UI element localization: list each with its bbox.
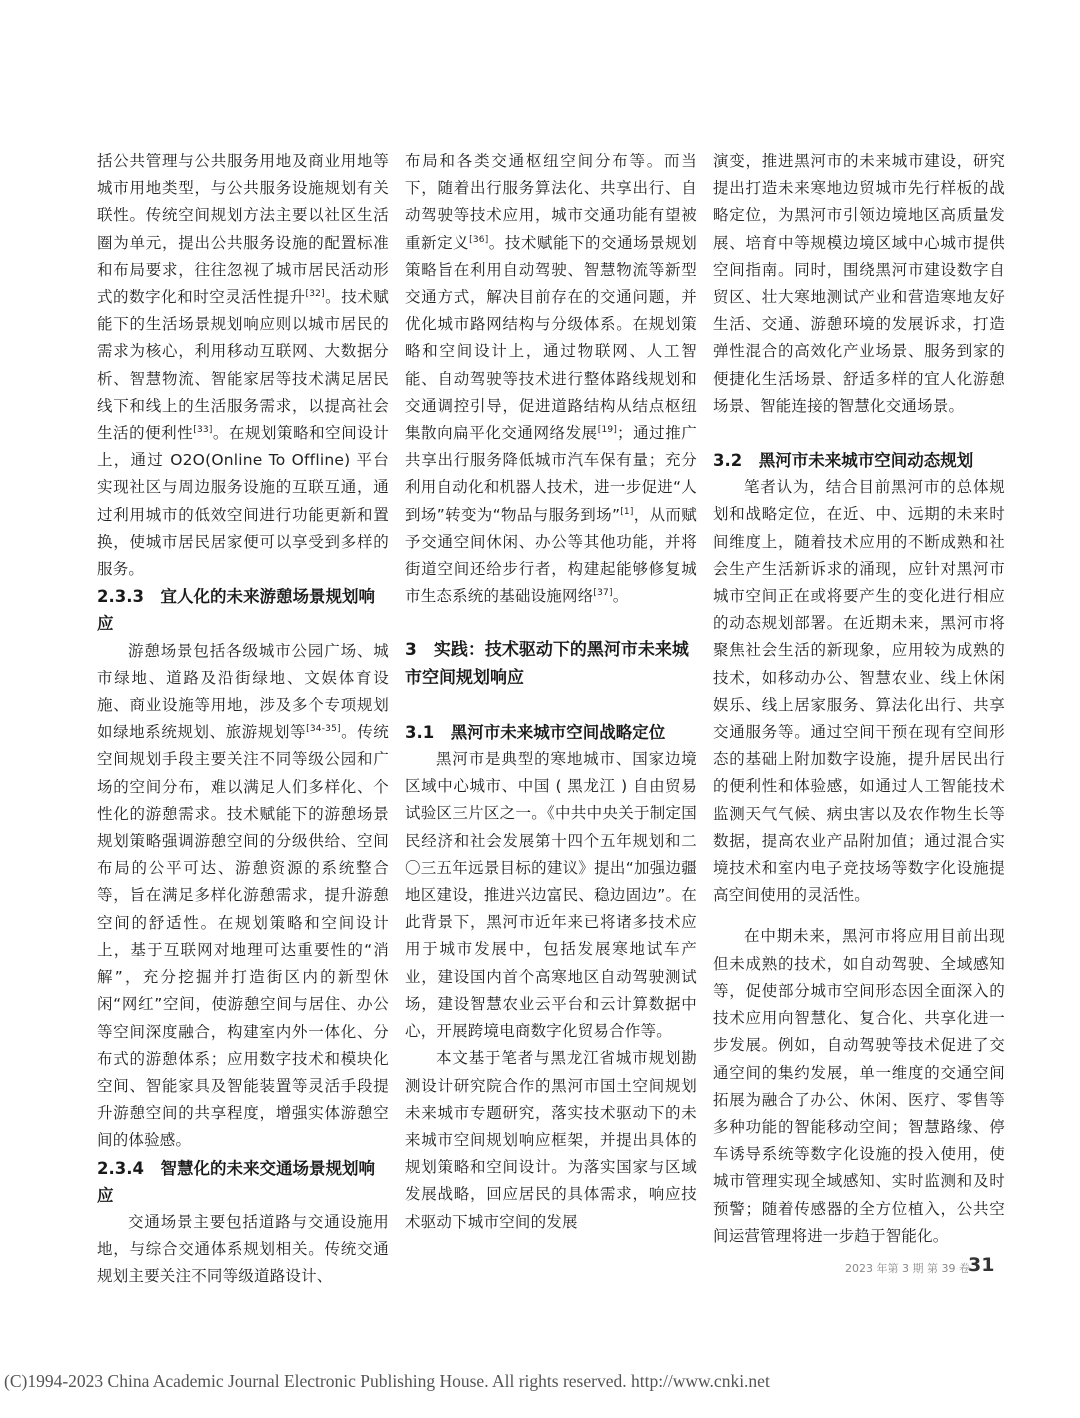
column-2 [405,148,697,1236]
spacer [713,909,1005,923]
section-heading-3: 3 实践：技术驱动下的黑河市未来城市空间规划响应 [405,640,689,688]
paragraph: 笔者认为，结合目前黑河市的总体规划和战略定位，在近、中、远期的未来时间维度上，随着技术应用的不断成熟和社会生产生活新诉求的涌现，应针对黑河市城市空间正在或将要产生的变化进行相应的动态规划部署。在近期未来，黑河市将聚焦社会生活的新现象，应用较为成熟的技术，如移动办公、智慧农业、线上休闲娱乐、线上居家服务、算法化出行、共享交通服务等。通过空间干预在现有空间形态的基础上附加数字设施，提升居民出行的便利性和体验感，如通过人工智能技术监测天气气候、病虫害以及农作物生长等数据，提高农业产品附加值；通过混合实境技术和室内电子竞技场等数字化设施提高空间使用的灵活性。 [713,478,1005,905]
paragraph: 游憩场景包括各级城市公园广场、城市绿地、道路及沿街绿地、文娱体育设施、商业设施等用地，涉及多个专项规划如绿地系统规划、旅游规划等[34-35]。传统空间规划手段主要关注不同等级公园和广场的空间分布，难以满足人们多样化、个性化的游憩需求。技术赋能下的游憩场景规划策略强调游憩空间的分级供给、空间布局的公平可达、游憩资源的系统整合等，旨在满足多样化游憩需求，提升游憩空间的舒适性。在规划策略和空间设计上，基于互联网对地理可达重要性的“消解”，充分挖掘并打造街区内的新型休闲“网红”空间，使游憩空间与居住、办公等空间深度融合，构建室内外一体化、分布式的游憩体系；应用数字技术和模块化空间、智能家具及智能装置等灵活手段提升游憩空间的共享程度，增强实体游憩空间的体验感。 [97,641,389,1150]
section-heading-2-3-4: 2.3.4 智慧化的未来交通场景规划响应 [97,1158,375,1205]
copyright-notice: (C)1994-2023 China Academic Journal Electronic Publishing House. All rights reserved. http://www.cnki.net [4,1371,770,1391]
section-heading-3-2: 3.2 黑河市未来城市空间动态规划 [713,451,974,471]
spacer [405,692,697,719]
journal-issue-info: 2023 年第 3 期 第 39 卷 [845,1262,970,1275]
paragraph: 布局和各类交通枢纽空间分布等。而当下，随着出行服务算法化、共享出行、自动驾驶等技术应用，城市交通功能有望被重新定义[36]。技术赋能下的交通场景规划策略旨在利用自动驾驶、智慧物流等新型交通方式，解决目前存在的交通问题，并优化城市路网结构与分级体系。在规划策略和空间设计上，通过物联网、人工智能、自动驾驶等技术进行整体路线规划和交通调控引导，促进道路结构从结点枢纽集散向扁平化交通网络发展[19]；通过推广共享出行服务降低城市汽车保有量；充分利用自动化和机器人技术，进一步促进“人到场”转变为“物品与服务到场”[1]，从而赋予交通空间休闲、办公等其他功能，并将街道空间还给步行者，构建起能够修复城市生态系统的基础设施网络[37]。 [405,152,697,606]
paragraph: 本文基于笔者与黑龙江省城市规划勘测设计研究院合作的黑河市国土空间规划未来城市专题研究，落实技术驱动下的未来城市空间规划响应框架，并提出具体的规划策略和空间设计。为落实国家与区域发展战略，回应居民的具体需求，响应技术驱动下城市空间的发展 [405,1049,697,1231]
page-number: 31 [968,1254,995,1276]
paragraph: 括公共管理与公共服务用地及商业用地等城市用地类型，与公共服务设施规划有关联性。传统空间规划方法主要以社区生活圈为单元，提出公共服务设施的配置标准和布局要求，往往忽视了城市居民活动形式的数字化和时空灵活性提升[32]。技术赋能下的生活场景规划响应则以城市居民的需求为核心，利用移动互联网、大数据分析、智慧物流、智能家居等技术满足居民线下和线上的生活服务需求，以提高社会生活的便利性[33]。在规划策略和空间设计上，通过 O2O(Online To Offline) 平台实现社区与周边服务设施的互联互通，通过利用城市的低效空间进行功能更新和置换，使城市居民居家便可以享受到多样的服务。 [97,152,390,579]
spacer [405,610,697,637]
paragraph: 黑河市是典型的寒地城市、国家边境区域中心城市、中国 ( 黑龙江 ) 自由贸易试验区三片区之一。《中共中央关于制定国民经济和社会发展第十四个五年规划和二〇三五年远景目标的建议》提出“加强边疆地区建设，推进兴边富民、稳边固边”。在此背景下，黑河市近年来已将诸多技术应用于城市发展中，包括发展寒地试车产业，建设国内首个高寒地区自动驾驶测试场，建设智慧农业云平台和云计算数据中心，开展跨境电商数字化贸易合作等。 [405,750,697,1041]
paragraph: 演变，推进黑河市的未来城市建设，研究提出打造未来寒地边贸城市先行样板的战略定位，为黑河市引领边境地区高质量发展、培育中等规模边境区域中心城市提供空间指南。同时，围绕黑河市建设数字自贸区、壮大寒地测试产业和营造寒地友好生活、交通、游憩环境的发展诉求，打造弹性混合的高效化产业场景、服务到家的便捷化生活场景、舒适多样的宜人化游憩场景、智能连接的智慧化交通场景。 [713,152,1005,415]
section-heading-2-3-3: 2.3.3 宜人化的未来游憩场景规划响应 [97,587,375,634]
column-1 [97,148,389,1291]
spacer [713,420,1005,447]
column-3 [713,148,1005,1250]
paragraph: 交通场景主要包括道路与交通设施用地，与综合交通体系规划相关。传统交通规划主要关注不同等级道路设计、 [97,1212,389,1286]
paragraph: 在中期未来，黑河市将应用目前出现但未成熟的技术，如自动驾驶、全域感知等，促使部分城市空间形态因全面深入的技术应用向智慧化、复合化、共享化进一步发展。例如，自动驾驶等技术促进了交通空间的集约发展，单一维度的交通空间拓展为融合了办公、休闲、医疗、零售等多种功能的智能移动空间；智慧路缘、停车诱导系统等数字化设施的投入使用，使城市管理实现全域感知、实时监测和及时预警；随着传感器的全方位植入，公共空间运营管理将进一步趋于智能化。 [713,927,1005,1245]
section-heading-3-1: 3.1 黑河市未来城市空间战略定位 [405,722,666,742]
